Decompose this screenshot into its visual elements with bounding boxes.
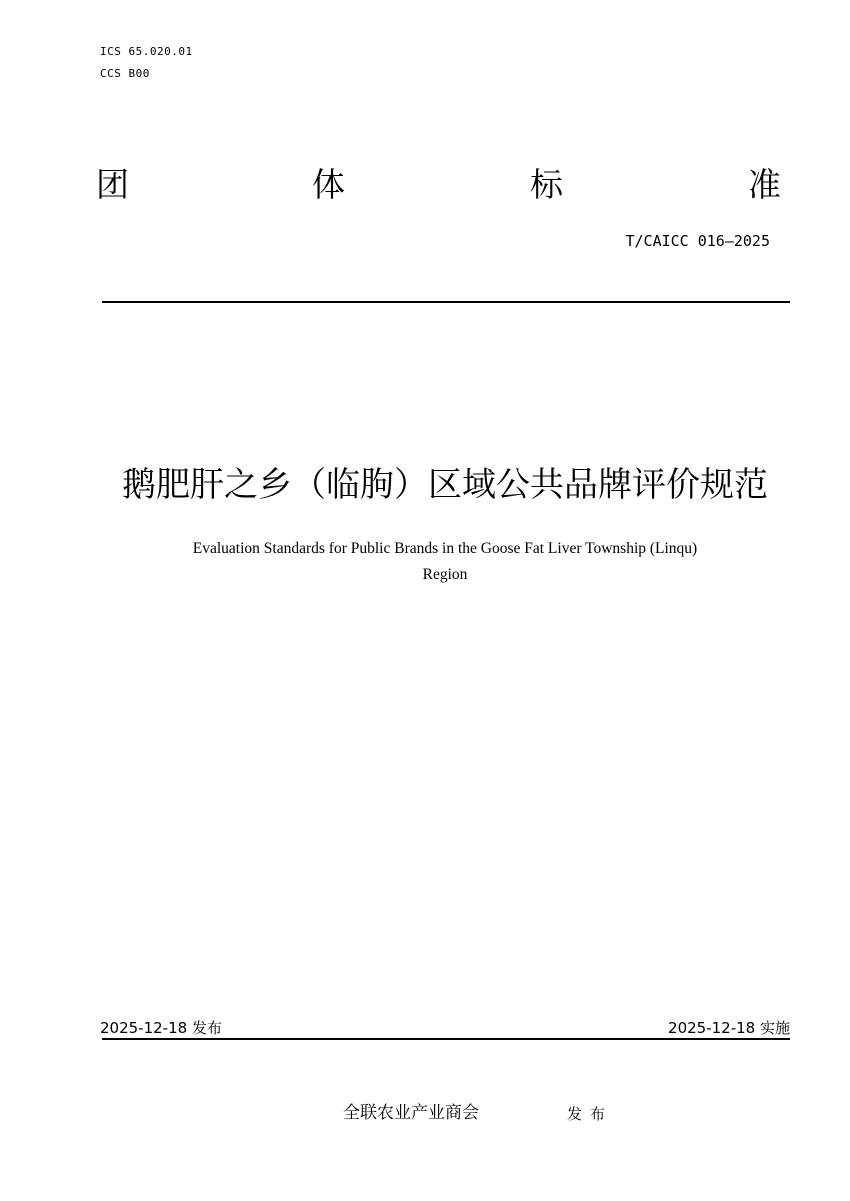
implementation-date: 2025-12-18 实施 — [668, 1019, 790, 1037]
top-divider — [102, 301, 790, 303]
standard-type-char-1: 团 — [96, 165, 129, 204]
title-english — [110, 536, 780, 588]
standard-type-heading — [96, 162, 786, 208]
standard-number: T/CAICC 016—2025 — [625, 232, 770, 250]
publisher-name: 全联农业产业商会 — [343, 1103, 479, 1123]
title-chinese: 鹅肥肝之乡（临朐）区域公共品牌评价规范 — [122, 465, 768, 505]
standard-type-char-4: 准 — [748, 165, 781, 204]
publish-label: 发布 — [567, 1105, 614, 1123]
ics-code: ICS 65.020.01 — [100, 45, 193, 58]
ccs-code: CCS B00 — [100, 67, 150, 80]
standard-type-char-2: 体 — [312, 165, 345, 204]
title-english-line-1: Evaluation Standards for Public Brands in the Goose Fat Liver Township (Linqu) — [192, 540, 698, 557]
issue-date: 2025-12-18 发布 — [100, 1019, 222, 1037]
bottom-divider — [102, 1038, 790, 1040]
title-english-line-2: Region — [422, 566, 468, 583]
standard-type-char-3: 标 — [530, 165, 563, 204]
